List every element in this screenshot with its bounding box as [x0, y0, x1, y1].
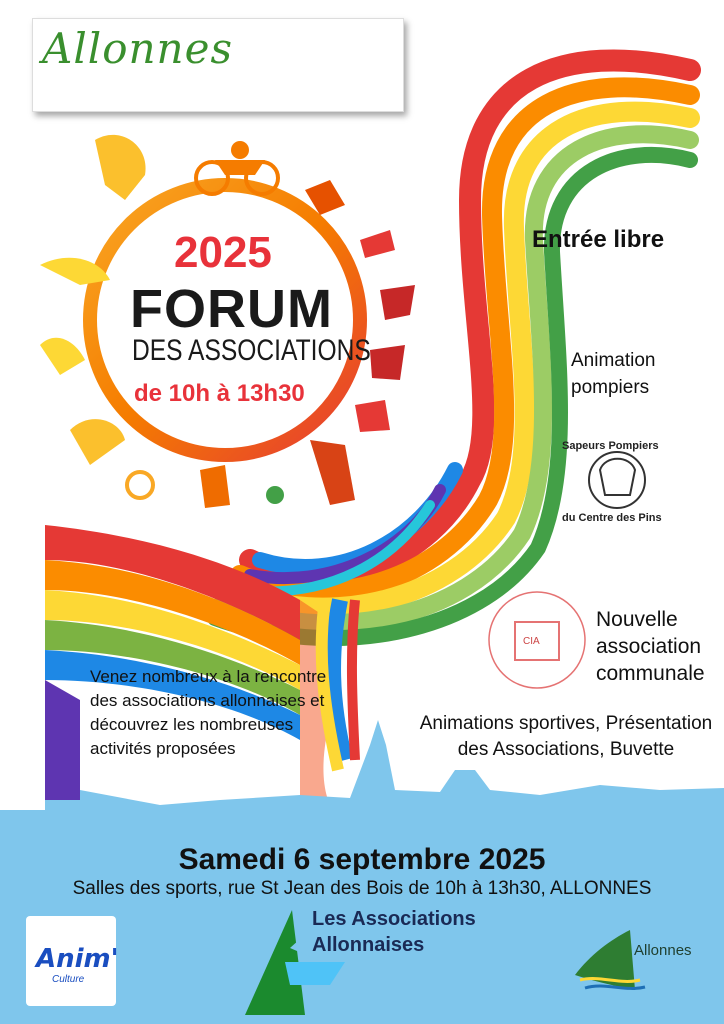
allonnes-logo-text: Allonnes [42, 24, 233, 73]
event-place: Salles des sports, rue St Jean des Bois de 10h à 13h30, ALLONNES [72, 878, 652, 899]
nouvelle-association: Nouvelle association communale [596, 608, 705, 685]
assoc-line2: Allonnaises [312, 934, 425, 956]
entree-libre: Entrée libre [532, 226, 665, 253]
pompiers-logo-bottom: du Centre des Pins [562, 512, 662, 524]
pompiers-logo-top: Sapeurs Pompiers [562, 440, 659, 452]
event-hours: de 10h à 13h30 [134, 380, 305, 407]
event-year: 2025 [174, 228, 272, 277]
forum-title: FORUM [130, 279, 333, 339]
allonnes-small-text: Allonnes [634, 942, 692, 959]
animation-pompiers: Animation pompiers [571, 350, 656, 398]
animculture-main: Anim' [36, 944, 119, 974]
animations-sportives: Animations sportives, Présentation des Associations, Buvette [419, 713, 713, 760]
event-date: Samedi 6 septembre 2025 [178, 843, 546, 876]
pompiers-seal [589, 452, 645, 508]
cia-logo-text: CIA [523, 636, 540, 647]
assoc-line1: Les Associations [312, 908, 476, 930]
forum-subtitle: DES ASSOCIATIONS [132, 334, 371, 367]
animculture-sub: Culture [52, 974, 85, 985]
associations-logo-text [312, 906, 476, 958]
invitation-text: Venez nombreux à la rencontre des associations allonnaises et découvrez les nombreuses activités proposées [90, 667, 327, 758]
